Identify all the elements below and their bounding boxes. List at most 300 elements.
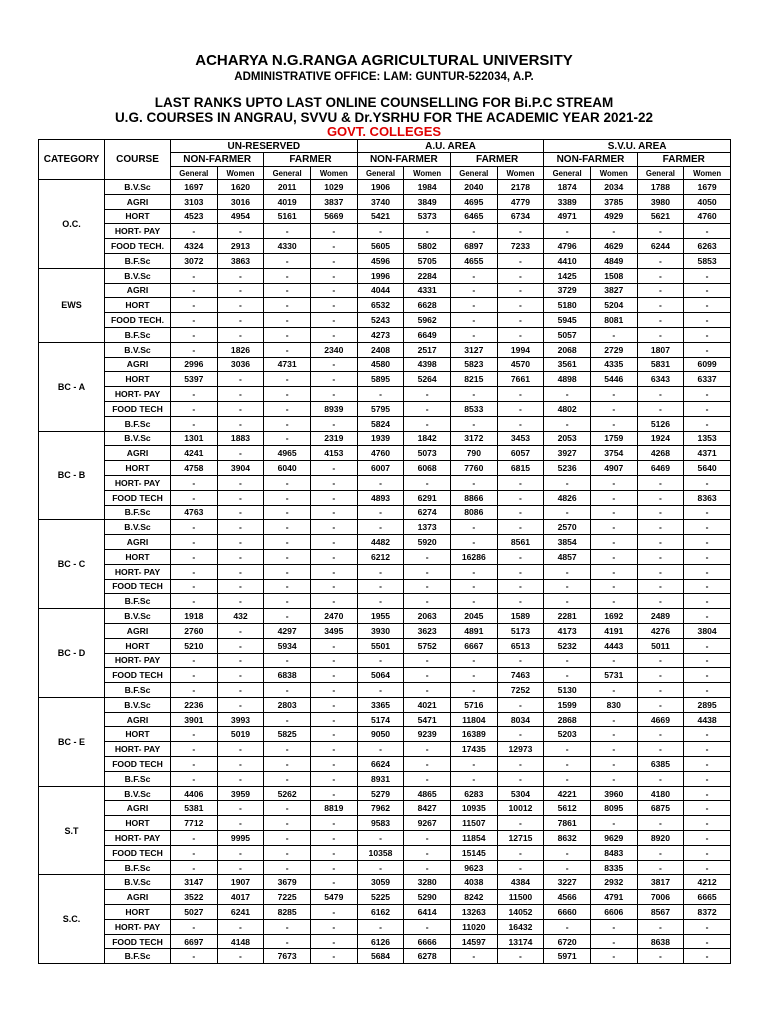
rank-cell: 5479 (310, 890, 357, 905)
rank-cell: 2063 (404, 609, 451, 624)
rank-cell: 8920 (637, 831, 684, 846)
rank-cell: 3960 (590, 786, 637, 801)
course-cell: AGRI (105, 535, 171, 550)
rank-cell: 5446 (590, 372, 637, 387)
rank-cell: 16432 (497, 919, 544, 934)
rank-cell: - (497, 505, 544, 520)
rank-cell: 2760 (171, 623, 218, 638)
rank-cell: - (450, 268, 497, 283)
rank-cell: - (684, 816, 731, 831)
rank-cell: 3785 (590, 194, 637, 209)
rank-cell: - (637, 490, 684, 505)
rank-cell: - (264, 564, 311, 579)
rank-cell: 10935 (450, 801, 497, 816)
rank-cell: - (450, 579, 497, 594)
rank-cell: 8483 (590, 845, 637, 860)
rank-cell: - (497, 697, 544, 712)
rank-cell: 5621 (637, 209, 684, 224)
rank-cell: 3679 (264, 875, 311, 890)
rank-cell: 7673 (264, 949, 311, 964)
table-row (39, 742, 731, 757)
rank-cell: 7661 (497, 372, 544, 387)
rank-cell: - (310, 919, 357, 934)
course-cell: FOOD TECH (105, 668, 171, 683)
rank-cell: 830 (590, 697, 637, 712)
rank-cell: 7252 (497, 683, 544, 698)
rank-cell: 9629 (590, 831, 637, 846)
rank-cell: 2284 (404, 268, 451, 283)
rank-cell: - (497, 549, 544, 564)
rank-cell: 5795 (357, 401, 404, 416)
rank-cell: - (637, 594, 684, 609)
rank-cell: 7233 (497, 239, 544, 254)
rank-cell: - (450, 949, 497, 964)
rank-cell: - (450, 416, 497, 431)
rank-cell: - (590, 535, 637, 550)
course-cell: B.V.Sc (105, 697, 171, 712)
rank-cell: - (684, 401, 731, 416)
rank-cell: - (497, 401, 544, 416)
rank-cell: 6532 (357, 298, 404, 313)
rank-cell: - (171, 327, 218, 342)
category-cell: O.C. (39, 180, 105, 269)
rank-cell: - (637, 253, 684, 268)
rank-cell: - (590, 579, 637, 594)
rank-cell: - (637, 727, 684, 742)
table-row (39, 890, 731, 905)
rank-cell: 5945 (544, 313, 591, 328)
rank-cell: 17435 (450, 742, 497, 757)
rank-cell: - (590, 727, 637, 742)
rank-cell: 8819 (310, 801, 357, 816)
rank-cell: 5064 (357, 668, 404, 683)
rank-cell: - (310, 905, 357, 920)
rank-cell: - (217, 283, 264, 298)
table-row (39, 520, 731, 535)
rank-cell: - (544, 742, 591, 757)
rank-cell: - (684, 831, 731, 846)
rank-cell: - (217, 401, 264, 416)
sub-header: Women (217, 167, 264, 180)
rank-cell: 9995 (217, 831, 264, 846)
rank-cell: 4865 (404, 786, 451, 801)
rank-cell: 4335 (590, 357, 637, 372)
course-cell: HORT- PAY (105, 919, 171, 934)
rank-cell: 4779 (497, 194, 544, 209)
rank-cell: 2034 (590, 180, 637, 195)
rank-cell: - (497, 564, 544, 579)
rank-cell: - (310, 564, 357, 579)
rank-cell: 1984 (404, 180, 451, 195)
rank-cell: 6385 (637, 757, 684, 772)
area-header-au: A.U. AREA (357, 140, 544, 153)
rank-cell: - (357, 387, 404, 402)
rank-cell: 2996 (171, 357, 218, 372)
course-cell: AGRI (105, 890, 171, 905)
course-cell: FOOD TECH. (105, 239, 171, 254)
rank-cell: 6040 (264, 461, 311, 476)
table-row (39, 860, 731, 875)
rank-cell: 5279 (357, 786, 404, 801)
rank-cell: - (497, 845, 544, 860)
rank-cell: - (171, 268, 218, 283)
rank-cell: 6465 (450, 209, 497, 224)
rank-cell: 1939 (357, 431, 404, 446)
rank-cell: - (684, 327, 731, 342)
rank-cell: - (264, 520, 311, 535)
rank-cell: 4153 (310, 446, 357, 461)
table-row (39, 786, 731, 801)
rank-cell: 4655 (450, 253, 497, 268)
rank-cell: 1759 (590, 431, 637, 446)
rank-cell: 7760 (450, 461, 497, 476)
rank-cell: 3849 (404, 194, 451, 209)
rank-cell: 13263 (450, 905, 497, 920)
course-cell: HORT (105, 905, 171, 920)
rank-cell: 11500 (497, 890, 544, 905)
rank-cell: - (217, 594, 264, 609)
rank-cell: - (171, 401, 218, 416)
rank-cell: - (544, 668, 591, 683)
rank-cell: 4019 (264, 194, 311, 209)
rank-cell: - (684, 949, 731, 964)
rank-cell: 1907 (217, 875, 264, 890)
rank-cell: 8567 (637, 905, 684, 920)
rank-cell: - (310, 742, 357, 757)
rank-cell: - (357, 653, 404, 668)
rank-cell: 5716 (450, 697, 497, 712)
rank-cell: - (637, 520, 684, 535)
rank-cell: 4221 (544, 786, 591, 801)
table-row (39, 327, 731, 342)
rank-cell: - (217, 949, 264, 964)
rank-cell: 5752 (404, 638, 451, 653)
rank-cell: 7861 (544, 816, 591, 831)
rank-cell: 7006 (637, 890, 684, 905)
rank-cell: 2053 (544, 431, 591, 446)
rank-cell: 6606 (590, 905, 637, 920)
course-cell: FOOD TECH (105, 490, 171, 505)
table-row (39, 564, 731, 579)
rank-cell: 3837 (310, 194, 357, 209)
rank-cell: - (590, 224, 637, 239)
rank-cell: - (310, 831, 357, 846)
rank-cell: 5640 (684, 461, 731, 476)
rank-cell: 12973 (497, 742, 544, 757)
table-row (39, 845, 731, 860)
ranks-table (38, 139, 731, 964)
rank-cell: 6649 (404, 327, 451, 342)
rank-cell: - (450, 564, 497, 579)
rank-cell: 5802 (404, 239, 451, 254)
rank-cell: 5824 (357, 416, 404, 431)
table-row (39, 209, 731, 224)
course-cell: B.V.Sc (105, 431, 171, 446)
rank-cell: 12715 (497, 831, 544, 846)
rank-cell: - (264, 372, 311, 387)
rank-cell: - (310, 372, 357, 387)
course-cell: AGRI (105, 357, 171, 372)
rank-cell: 1620 (217, 180, 264, 195)
rank-cell: - (637, 949, 684, 964)
rank-cell: 1994 (497, 342, 544, 357)
rank-cell: 5264 (404, 372, 451, 387)
rank-cell: - (217, 801, 264, 816)
rank-cell: 8931 (357, 771, 404, 786)
rank-cell: 5304 (497, 786, 544, 801)
rank-cell: 7463 (497, 668, 544, 683)
group-header: FARMER (264, 153, 357, 167)
table-row (39, 801, 731, 816)
rank-cell: 4826 (544, 490, 591, 505)
rank-cell: - (637, 313, 684, 328)
rank-cell: - (684, 845, 731, 860)
rank-cell: - (217, 387, 264, 402)
rank-cell: - (171, 387, 218, 402)
table-row (39, 387, 731, 402)
rank-cell: 4763 (171, 505, 218, 520)
rank-cell: - (357, 564, 404, 579)
rank-cell: - (637, 327, 684, 342)
rank-cell: - (497, 327, 544, 342)
table-row (39, 357, 731, 372)
rank-cell: - (637, 816, 684, 831)
course-cell: B.V.Sc (105, 268, 171, 283)
rank-cell: 1807 (637, 342, 684, 357)
rank-cell: - (450, 520, 497, 535)
rank-cell: 2913 (217, 239, 264, 254)
rank-cell: - (310, 461, 357, 476)
table-row (39, 875, 731, 890)
rank-cell: - (684, 653, 731, 668)
rank-cell: 2040 (450, 180, 497, 195)
rank-cell: 4384 (497, 875, 544, 890)
rank-cell: - (171, 416, 218, 431)
rank-cell: - (637, 505, 684, 520)
sub-header: Women (684, 167, 731, 180)
rank-cell: 8335 (590, 860, 637, 875)
category-cell: S.T (39, 786, 105, 875)
rank-cell: 4241 (171, 446, 218, 461)
rank-cell: 1373 (404, 520, 451, 535)
rank-cell: 2895 (684, 697, 731, 712)
subtitle: GOVT. COLLEGES (326, 124, 442, 139)
rank-cell: - (450, 475, 497, 490)
rank-cell: 5825 (264, 727, 311, 742)
rank-cell: - (310, 313, 357, 328)
rank-cell: 9050 (357, 727, 404, 742)
rank-cell: - (171, 342, 218, 357)
rank-cell: 2045 (450, 609, 497, 624)
rank-cell: 2408 (357, 342, 404, 357)
course-cell: HORT (105, 638, 171, 653)
rank-cell: 3072 (171, 253, 218, 268)
rank-cell: 3827 (590, 283, 637, 298)
rank-cell: - (637, 401, 684, 416)
table-row (39, 342, 731, 357)
rank-cell: - (544, 505, 591, 520)
table-row (39, 668, 731, 683)
rank-cell: - (310, 298, 357, 313)
rank-cell: 5073 (404, 446, 451, 461)
rank-cell: - (264, 283, 311, 298)
rank-cell: 4021 (404, 697, 451, 712)
rank-cell: 790 (450, 446, 497, 461)
rank-cell: 5612 (544, 801, 591, 816)
table-row (39, 431, 731, 446)
rank-cell: 1955 (357, 609, 404, 624)
rank-cell: - (497, 520, 544, 535)
rank-cell: 4857 (544, 549, 591, 564)
rank-cell: - (310, 845, 357, 860)
table-row (39, 697, 731, 712)
rank-cell: - (310, 697, 357, 712)
rank-cell: 11854 (450, 831, 497, 846)
rank-cell: - (264, 594, 311, 609)
rank-cell: 5920 (404, 535, 451, 550)
table-row (39, 283, 731, 298)
rank-cell: - (450, 224, 497, 239)
rank-cell: 6278 (404, 949, 451, 964)
rank-cell: 4893 (357, 490, 404, 505)
rank-cell: - (357, 475, 404, 490)
table-row (39, 298, 731, 313)
rank-cell: - (590, 327, 637, 342)
rank-cell: 4482 (357, 535, 404, 550)
rank-cell: 4406 (171, 786, 218, 801)
course-cell: AGRI (105, 446, 171, 461)
course-cell: B.F.Sc (105, 416, 171, 431)
rank-cell: - (544, 387, 591, 402)
rank-cell: - (310, 475, 357, 490)
rank-cell: - (310, 416, 357, 431)
rank-cell: - (217, 446, 264, 461)
university-name: ACHARYA N.G.RANGA AGRICULTURAL UNIVERSITY (195, 52, 573, 69)
rank-cell: - (497, 253, 544, 268)
rank-cell: 3930 (357, 623, 404, 638)
rank-cell: - (497, 757, 544, 772)
rank-cell: - (590, 594, 637, 609)
rank-cell: - (590, 401, 637, 416)
rank-cell: 3059 (357, 875, 404, 890)
rank-cell: 4331 (404, 283, 451, 298)
rank-cell: 4017 (217, 890, 264, 905)
rank-cell: 10012 (497, 801, 544, 816)
rank-cell: 4929 (590, 209, 637, 224)
rank-cell: 11507 (450, 816, 497, 831)
rank-cell: 16286 (450, 549, 497, 564)
rank-cell: - (357, 505, 404, 520)
rank-cell: - (404, 845, 451, 860)
rank-cell: - (264, 771, 311, 786)
rank-cell: - (264, 313, 311, 328)
title-line-2: U.G. COURSES IN ANGRAU, SVVU & Dr.YSRHU FOR THE ACADEMIC YEAR 2021-22 (114, 110, 654, 125)
rank-cell: 5203 (544, 727, 591, 742)
table-row (39, 461, 731, 476)
rank-cell: - (171, 594, 218, 609)
rank-cell: 8533 (450, 401, 497, 416)
table-row (39, 416, 731, 431)
rank-cell: 4802 (544, 401, 591, 416)
rank-cell: 3804 (684, 623, 731, 638)
table-row (39, 905, 731, 920)
rank-cell: - (404, 564, 451, 579)
rank-cell: - (590, 653, 637, 668)
rank-cell: - (171, 224, 218, 239)
rank-cell: 6734 (497, 209, 544, 224)
rank-cell: 6624 (357, 757, 404, 772)
category-cell: BC - A (39, 342, 105, 431)
rank-cell: 7962 (357, 801, 404, 816)
rank-cell: 4410 (544, 253, 591, 268)
rank-cell: 4760 (357, 446, 404, 461)
rank-cell: 5831 (637, 357, 684, 372)
rank-cell: - (684, 683, 731, 698)
rank-cell: - (637, 387, 684, 402)
rank-cell: 3901 (171, 712, 218, 727)
rank-cell: - (264, 934, 311, 949)
rank-cell: 9623 (450, 860, 497, 875)
rank-cell: - (264, 549, 311, 564)
rank-cell: 1589 (497, 609, 544, 624)
rank-cell: 4180 (637, 786, 684, 801)
rank-cell: - (637, 535, 684, 550)
rank-cell: - (497, 653, 544, 668)
rank-cell: 4398 (404, 357, 451, 372)
group-header: FARMER (637, 153, 730, 167)
rank-cell: 3927 (544, 446, 591, 461)
rank-cell: - (264, 683, 311, 698)
rank-cell: - (684, 742, 731, 757)
rank-cell: - (544, 757, 591, 772)
rank-cell: 3172 (450, 431, 497, 446)
course-cell: B.V.Sc (105, 520, 171, 535)
rank-cell: 3495 (310, 623, 357, 638)
course-cell: HORT- PAY (105, 831, 171, 846)
course-cell: HORT (105, 816, 171, 831)
category-header: CATEGORY (39, 140, 105, 180)
rank-cell: - (264, 712, 311, 727)
sub-header: General (171, 167, 218, 180)
rank-cell: 2319 (310, 431, 357, 446)
rank-cell: 9583 (357, 816, 404, 831)
course-cell: B.F.Sc (105, 327, 171, 342)
rank-cell: - (684, 727, 731, 742)
rank-cell: 6628 (404, 298, 451, 313)
rank-cell: - (310, 594, 357, 609)
rank-cell: 4580 (357, 357, 404, 372)
rank-cell: 6007 (357, 461, 404, 476)
rank-cell: - (404, 387, 451, 402)
sub-header: General (637, 167, 684, 180)
rank-cell: - (450, 771, 497, 786)
rank-cell: 6665 (684, 890, 731, 905)
rank-cell: 4965 (264, 446, 311, 461)
category-cell: BC - E (39, 697, 105, 786)
rank-cell: - (310, 786, 357, 801)
rank-cell: - (684, 298, 731, 313)
rank-cell: - (264, 401, 311, 416)
group-header: FARMER (450, 153, 543, 167)
rank-cell: - (217, 771, 264, 786)
rank-cell: 5161 (264, 209, 311, 224)
rank-cell: 8939 (310, 401, 357, 416)
rank-cell: 2517 (404, 342, 451, 357)
rank-cell: - (544, 416, 591, 431)
rank-cell: - (637, 668, 684, 683)
rank-cell: - (637, 579, 684, 594)
rank-cell: 1842 (404, 431, 451, 446)
